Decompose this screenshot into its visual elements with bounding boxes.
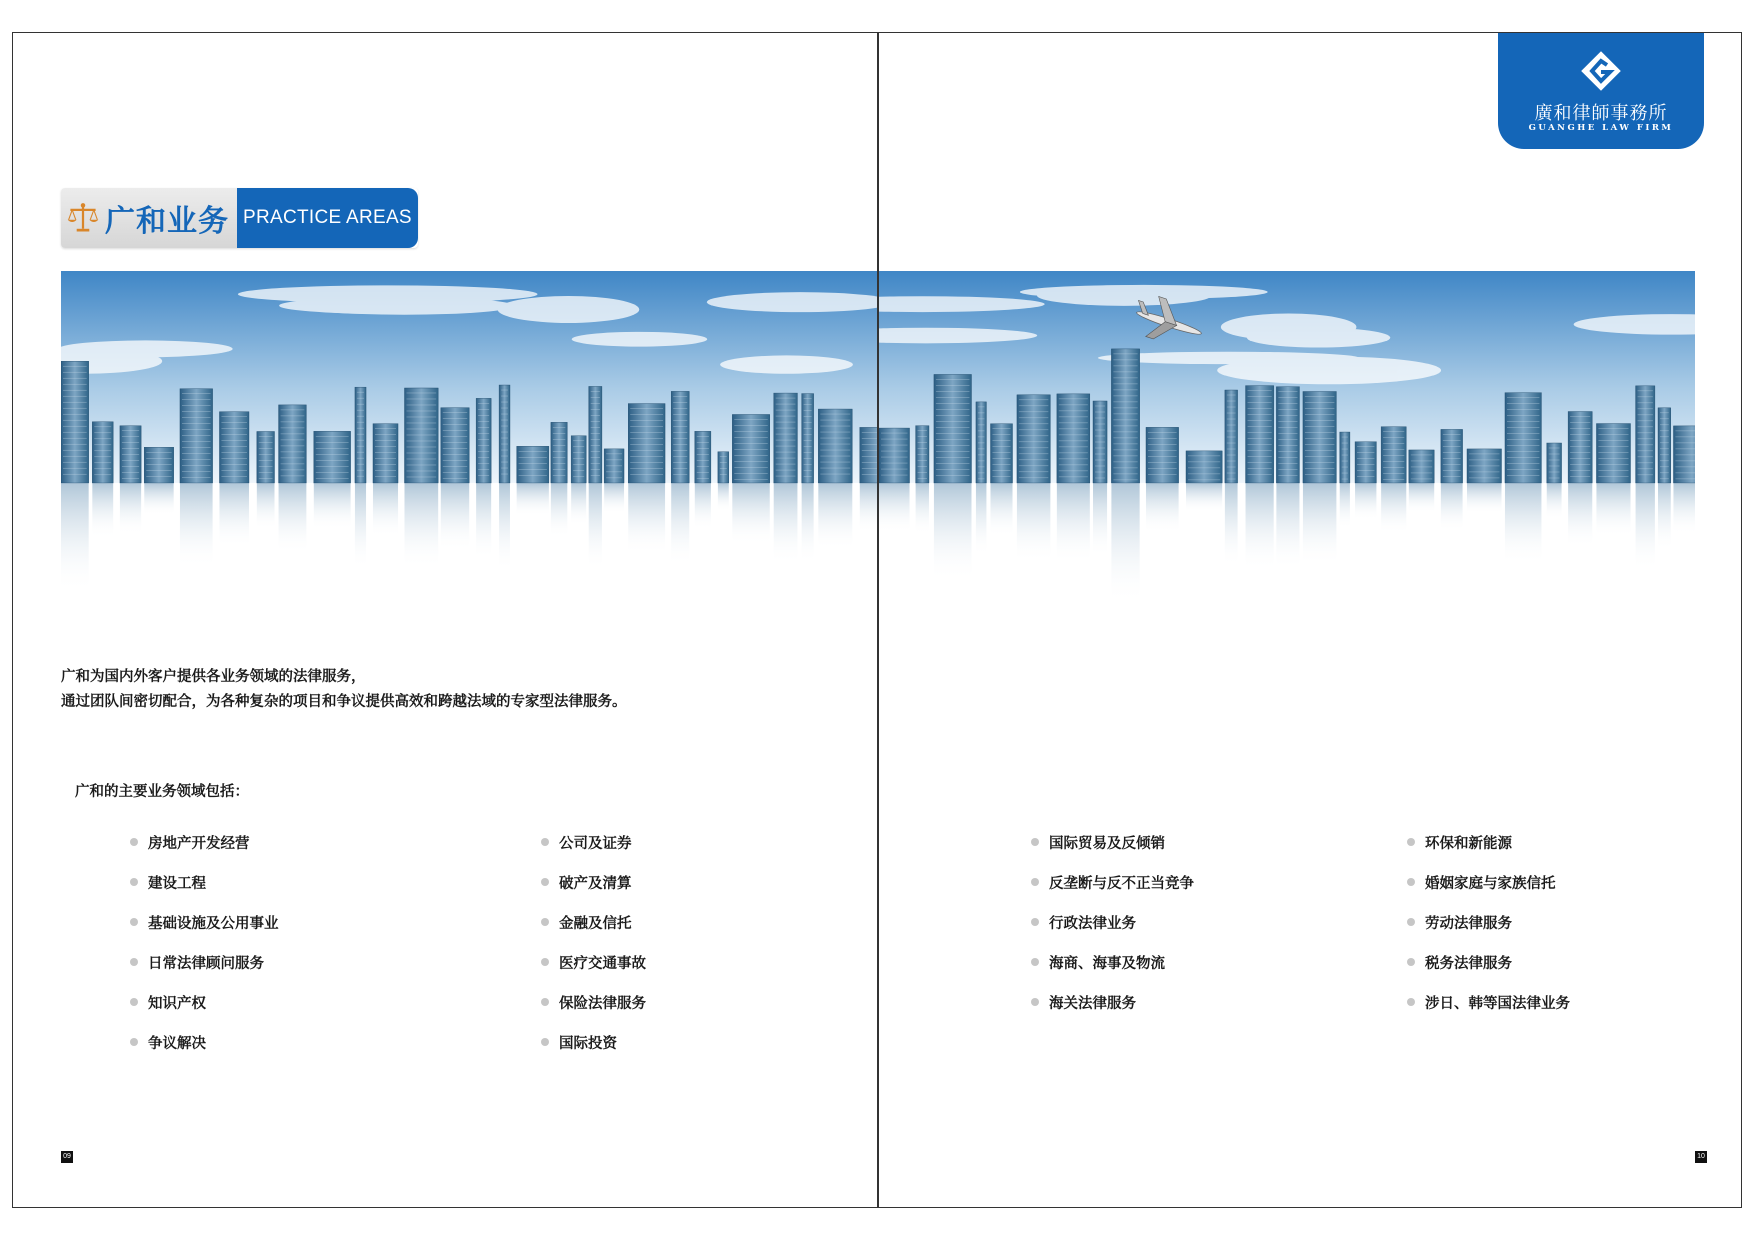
bullet-dot-icon: [1031, 878, 1039, 886]
diamond-g-logo-icon: [1581, 51, 1621, 91]
practice-area-list-left-col2: [541, 822, 646, 1062]
bullet-dot-icon: [541, 878, 549, 886]
city-skyline-image-with-airplane: [879, 271, 1695, 601]
list-item: 国际投资: [541, 1022, 646, 1062]
firm-logo-tab: [1498, 32, 1704, 149]
practice-area-list-right-col2: [1407, 822, 1570, 1022]
list-item: 保险法律服务: [541, 982, 646, 1022]
list-item: 涉日、韩等国法律业务: [1407, 982, 1570, 1022]
bullet-dot-icon: [130, 878, 138, 886]
list-item: 房地产开发经营: [130, 822, 279, 862]
page-number: 10: [1695, 1151, 1707, 1163]
list-item: 破产及清算: [541, 862, 646, 902]
list-item: 国际贸易及反倾销: [1031, 822, 1194, 862]
list-item: 公司及证券: [541, 822, 646, 862]
list-item: 劳动法律服务: [1407, 902, 1570, 942]
firm-name-cn: 廣和律師事務所: [1534, 103, 1668, 124]
bullet-dot-icon: [541, 918, 549, 926]
page-number: 09: [61, 1151, 73, 1163]
list-item: 知识产权: [130, 982, 279, 1022]
list-item: 日常法律顾问服务: [130, 942, 279, 982]
bullet-dot-icon: [541, 958, 549, 966]
bullet-dot-icon: [1407, 878, 1415, 886]
bullet-dot-icon: [1407, 958, 1415, 966]
list-item: 基础设施及公用事业: [130, 902, 279, 942]
bullet-dot-icon: [541, 838, 549, 846]
list-item: 税务法律服务: [1407, 942, 1570, 982]
list-item: 婚姻家庭与家族信托: [1407, 862, 1570, 902]
list-item: 争议解决: [130, 1022, 279, 1062]
bullet-dot-icon: [1031, 838, 1039, 846]
list-item: 海商、海事及物流: [1031, 942, 1194, 982]
list-item: 反垄断与反不正当竞争: [1031, 862, 1194, 902]
brochure-spread: [12, 32, 1742, 1208]
bullet-dot-icon: [130, 958, 138, 966]
section-title-en: PRACTICE AREAS: [237, 188, 418, 248]
bullet-dot-icon: [1407, 998, 1415, 1006]
list-item: 建设工程: [130, 862, 279, 902]
right-page: [879, 33, 1742, 1207]
city-skyline-banner-left: [61, 271, 877, 601]
intro-paragraph: [61, 665, 861, 715]
bullet-dot-icon: [541, 998, 549, 1006]
bullet-dot-icon: [130, 998, 138, 1006]
city-skyline-image: [61, 271, 877, 601]
scales-of-justice-icon: [65, 200, 101, 236]
list-item: 医疗交通事故: [541, 942, 646, 982]
section-title-cn: 广和业务: [105, 204, 229, 239]
practice-area-list-left-col1: [130, 822, 279, 1062]
bullet-dot-icon: [1031, 998, 1039, 1006]
section-title-cn-block: [61, 188, 237, 248]
bullet-dot-icon: [1031, 958, 1039, 966]
bullet-dot-icon: [1407, 838, 1415, 846]
bullet-dot-icon: [1407, 918, 1415, 926]
intro-line-2: 通过团队间密切配合，为各种复杂的项目和争议提供高效和跨越法域的专家型法律服务。: [61, 694, 627, 710]
intro-line-1: 广和为国内外客户提供各业务领域的法律服务，: [61, 669, 366, 685]
bullet-dot-icon: [130, 1038, 138, 1046]
bullet-dot-icon: [541, 1038, 549, 1046]
bullet-dot-icon: [1031, 918, 1039, 926]
practice-area-list-right-col1: [1031, 822, 1194, 1022]
list-item: 金融及信托: [541, 902, 646, 942]
section-title-badge: [61, 188, 418, 248]
bullet-dot-icon: [130, 838, 138, 846]
practice-areas-heading: 广和的主要业务领域包括：: [75, 784, 249, 800]
firm-name-en: GUANGHE LAW FIRM: [1528, 123, 1674, 133]
list-item: 海关法律服务: [1031, 982, 1194, 1022]
left-page: [13, 33, 877, 1207]
list-item: 行政法律业务: [1031, 902, 1194, 942]
list-item: 环保和新能源: [1407, 822, 1570, 862]
city-skyline-banner-right: [879, 271, 1695, 601]
bullet-dot-icon: [130, 918, 138, 926]
